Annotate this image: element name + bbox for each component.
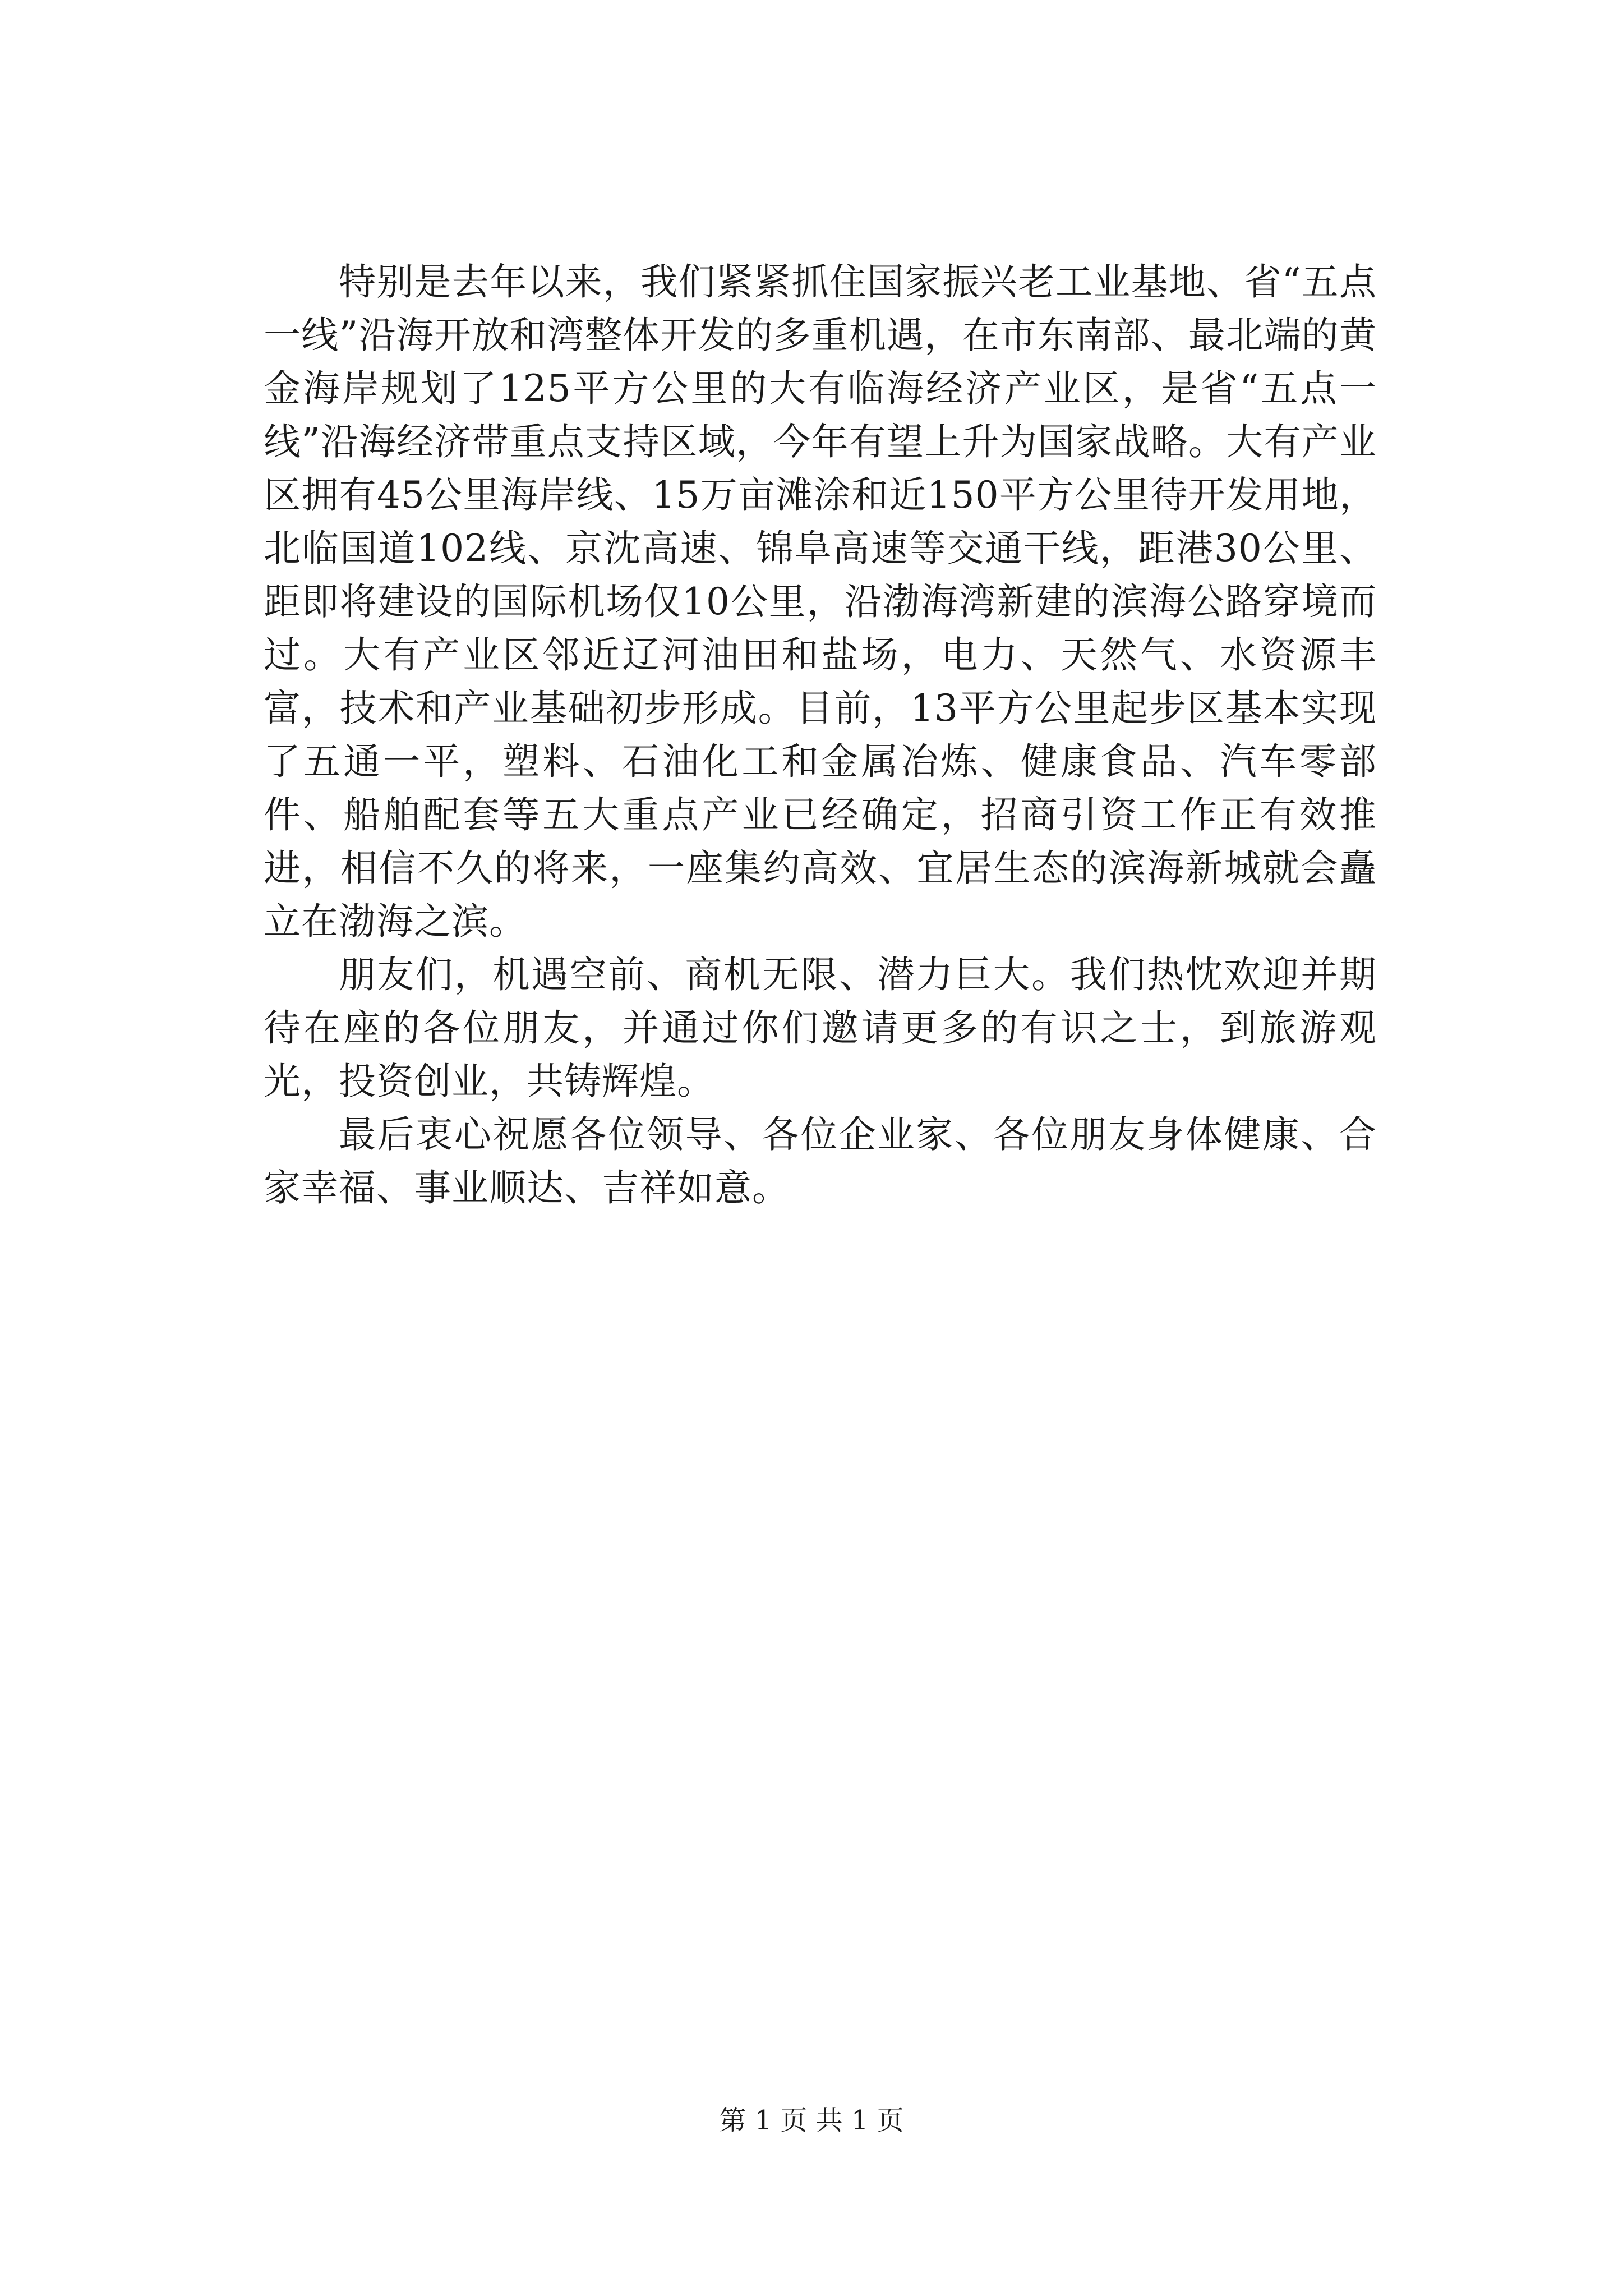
paragraph-2: 朋友们，机遇空前、商机无限、潜力巨大。我们热忱欢迎并期待在座的各位朋友，并通过你们邀请更多的有识之士，到旅游观光，投资创业，共铸辉煌。 bbox=[264, 953, 1377, 1103]
page-footer: 第 1 页 共 1 页 bbox=[719, 2105, 904, 2136]
paragraph-1: 特别是去年以来，我们紧紧抓住国家振兴老工业基地、省“五点一线”沿海开放和湾整体开发的多重机遇，在市东南部、最北端的黄金海岸规划了125平方公里的大有临海经济产业区，是省“五点一线”沿海经济带重点支持区域，今年有望上升为国家战略。大有产业区拥有45公里海岸线、15万亩滩涂和近150平方公里待开发用地，北临国道102线、京沈高速、锦阜高速等交通干线，距港30公里、距即将建设的国际机场仅10公里，沿渤海湾新建的滨海公路穿境而过。大有产业区邻近辽河油田和盐场，电力、天然气、水资源丰富，技术和产业基础初步形成。目前，13平方公里起步区基本实现了五通一平，塑料、石油化工和金属冶炼、健康食品、汽车零部件、船舶配套等五大重点产业已经确定，招商引资工作正有效推进，相信不久的将来，一座集约高效、宜居生态的滨海新城就会矗立在渤海之滨。 bbox=[264, 260, 1377, 943]
document-body bbox=[264, 255, 1377, 1214]
paragraph-3: 最后衷心祝愿各位领导、各位企业家、各位朋友身体健康、合家幸福、事业顺达、吉祥如意。 bbox=[264, 1113, 1377, 1209]
